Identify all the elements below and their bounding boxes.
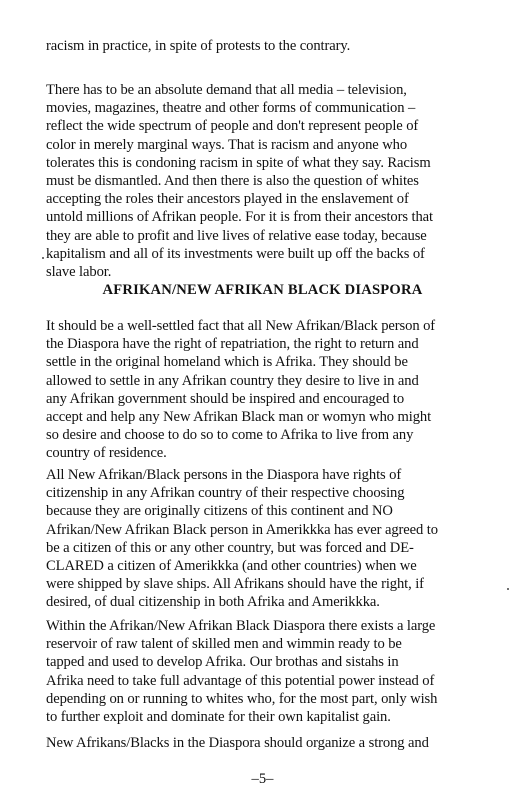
text-line: were shipped by slave ships. All Afrikans should have the right, if	[46, 576, 424, 593]
scan-speck	[507, 588, 509, 590]
text-line: country of residence.	[46, 445, 167, 462]
text-line: racism in practice, in spite of protests to the contrary.	[46, 38, 351, 54]
text-line: allowed to settle in any Afrikan country they desire to live in and	[46, 372, 419, 389]
text-line: be a citizen of this or any other country, but was forced and DE-	[46, 539, 414, 556]
text-line: accept and help any New Afrikan Black man or womyn who might	[46, 409, 432, 426]
section-heading: AFRIKAN/NEW AFRIKAN BLACK DIASPORA	[102, 282, 423, 298]
page-number: –5–	[251, 771, 274, 787]
text-line: color in merely marginal ways. That is racism and anyone who	[46, 136, 408, 153]
text-line: because they are originally citizens of this continent and NO	[46, 503, 393, 520]
text-line: slave labor.	[46, 264, 112, 281]
text-line: accepting the roles their ancestors played in the enslavement of	[46, 191, 409, 208]
text-line: CLARED a citizen of Amerikkka (and other countries) when we	[46, 558, 417, 575]
text-line: must be dismantled. And then there is also the question of whites	[46, 173, 419, 190]
text-line: citizenship in any Afrikan country of their respective choosing	[46, 485, 405, 502]
text-line: so desire and choose to do so to come to Afrika to live from any	[46, 427, 414, 444]
text-line: the Diaspora have the right of repatriation, the right to return and	[46, 336, 419, 353]
text-line: It should be a well-settled fact that all New Afrikan/Black person of	[46, 318, 436, 334]
text-line: There has to be an absolute demand that all media – television,	[46, 82, 407, 98]
scan-speck	[42, 257, 44, 259]
text-line: Within the Afrikan/New Afrikan Black Diaspora there exists a large	[46, 618, 436, 634]
text-line: untold millions of Afrikan people. For it is from their ancestors that	[46, 209, 433, 226]
text-line: New Afrikans/Blacks in the Diaspora should organize a strong and	[46, 735, 429, 751]
paragraph-citizenship	[46, 466, 466, 612]
text-line: settle in the original homeland which is Afrika. They should be	[46, 354, 408, 371]
text-line: reservoir of raw talent of skilled men and wimmin ready to be	[46, 636, 402, 653]
text-line: they are able to profit and live lives of relative ease today, because	[46, 227, 427, 244]
paragraph-repatriation	[46, 317, 466, 463]
text-line: tolerates this is condoning racism in spite of what they say. Racism	[46, 154, 431, 171]
text-line: any Afrikan government should be inspired and encouraged to	[46, 390, 405, 407]
text-line: desired, of dual citizenship in both Afrika and Amerikkka.	[46, 594, 380, 611]
text-line: reflect the wide spectrum of people and don't represent people of	[46, 118, 419, 135]
text-line: All New Afrikan/Black persons in the Diaspora have rights of	[46, 467, 402, 483]
paragraph-organize	[46, 734, 466, 752]
paragraph-talent-reservoir	[46, 617, 466, 726]
paragraph-racism-in-practice	[46, 37, 466, 55]
text-line: kapitalism and all of its investments were built up off the backs of	[46, 245, 425, 262]
text-line: Afrika need to take full advantage of this potential power instead of	[46, 672, 435, 689]
text-line: tapped and used to develop Afrika. Our brothas and sistahs in	[46, 654, 399, 671]
text-line: movies, magazines, theatre and other forms of communication –	[46, 100, 416, 117]
text-line: depending on or running to whites who, for the most part, only wish	[46, 690, 438, 707]
text-line: to further exploit and dominate for their own kapitalist gain.	[46, 709, 391, 726]
paragraph-media-demand	[46, 81, 466, 281]
text-line: Afrikan/New Afrikan Black person in Amerikkka has ever agreed to	[46, 521, 438, 538]
